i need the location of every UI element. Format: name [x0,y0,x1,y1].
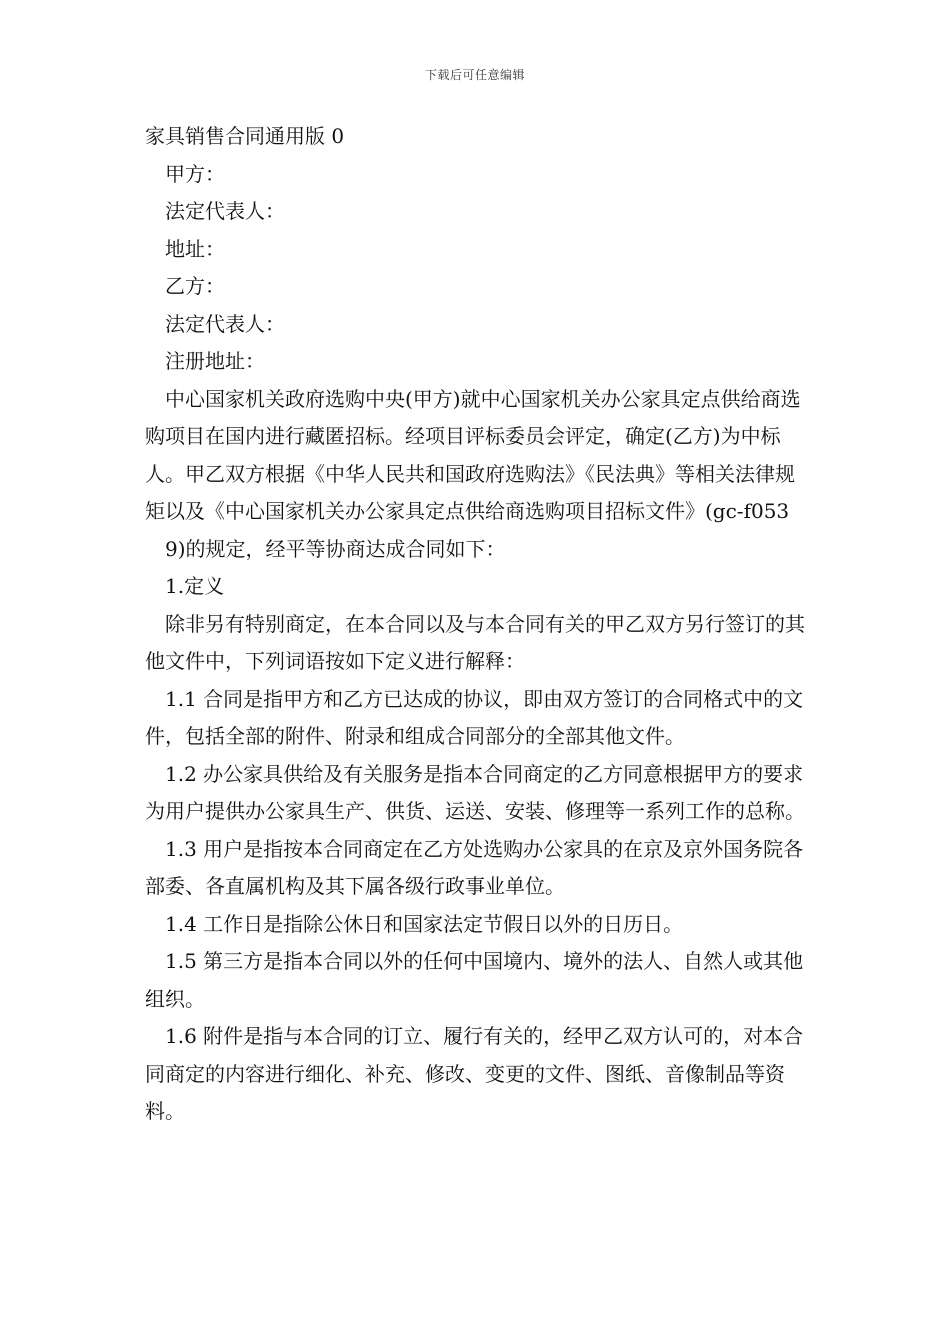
party-b-representative-field: 法定代表人： [165,311,285,336]
document-title: 家具销售合同通用版 0 [145,124,345,148]
party-b-field: 乙方： [165,274,225,298]
preamble-continuation: 9)的规定，经平等协商达成合同如下： [165,536,506,561]
clause-1-1: 1.1 合同是指甲方和乙方已达成的协议，即由双方签订的合同格式中的文件，包括全部的附件、附录和组成合同部分的全部其他文件。 [145,686,804,748]
page-header-note: 下载后可任意编辑 [424,68,525,82]
document-body [145,118,810,1131]
party-a-address-field: 地址： [165,236,225,261]
party-b-registered-address-field: 注册地址： [165,349,265,373]
clause-1-6: 1.6 附件是指与本合同的订立、履行有关的，经甲乙双方认可的，对本合同商定的内容进行细化、补充、修改、变更的文件、图纸、音像制品等资料。 [145,1024,804,1123]
definitions-intro-paragraph: 除非另有特别商定，在本合同以及与本合同有关的甲乙双方另行签订的其他文件中，下列词语按如下定义进行解释： [145,611,805,673]
party-a-representative-field: 法定代表人： [165,199,285,223]
preamble-paragraph: 中心国家机关政府选购中央(甲方)就中心国家机关办公家具定点供给商选购项目在国内进行藏匿招标。经项目评标委员会评定，确定(乙方)为中标人。甲乙双方根据《中华人民共和国政府选购法》《民法典》等相关法律规矩以及《中心国家机关办公家具定点供给商选购项目招标文件》(gc-f053 [145,386,801,523]
section-heading-definitions: 1.定义 [165,574,225,598]
clause-1-4: 1.4 工作日是指除公休日和国家法定节假日以外的日历日。 [165,911,684,936]
clause-1-3: 1.3 用户是指按本合同商定在乙方处选购办公家具的在京及京外国务院各部委、各直属机构及其下属各级行政事业单位。 [145,836,804,898]
clause-1-5: 1.5 第三方是指本合同以外的任何中国境内、境外的法人、自然人或其他组织。 [145,949,804,1011]
clause-1-2: 1.2 办公家具供给及有关服务是指本合同商定的乙方同意根据甲方的要求为用户提供办公家具生产、供货、运送、安装、修理等一系列工作的总称。 [145,761,805,823]
party-a-field: 甲方： [165,161,225,186]
